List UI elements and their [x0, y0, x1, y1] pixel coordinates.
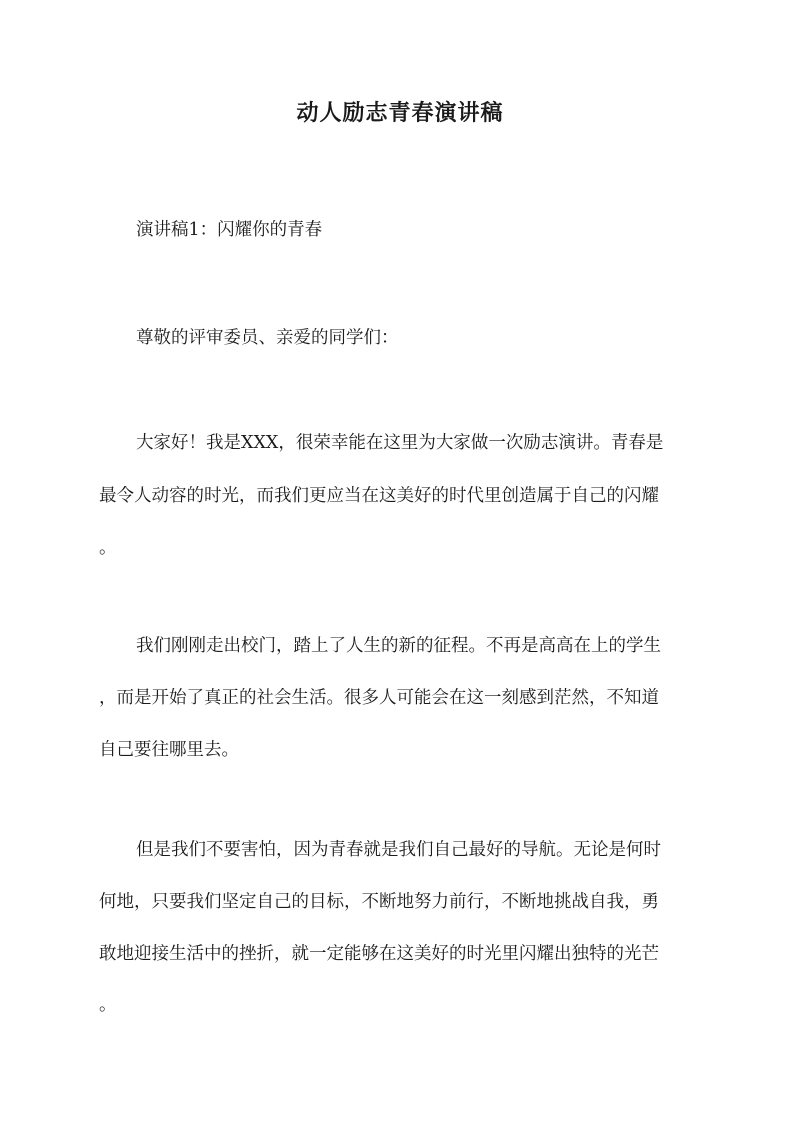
paragraph-line: 何地，只要我们坚定自己的目标，不断地努力前行，不断地挑战自我，勇 [99, 892, 659, 912]
paragraph-line: 。 [99, 995, 117, 1015]
paragraph-line: ，而是开始了真正的社会生活。很多人可能会在这一刻感到茫然，不知道 [99, 688, 659, 708]
salutation: 尊敬的评审委员、亲爱的同学们： [136, 328, 399, 348]
paragraph-line: 但是我们不要害怕，因为青春就是我们自己最好的导航。无论是何时 [136, 840, 661, 860]
document-title: 动人励志青春演讲稿 [296, 100, 504, 126]
paragraph-line: 。 [99, 538, 117, 558]
paragraph-line: 敢地迎接生活中的挫折，就一定能够在这美好的时光里闪耀出独特的光芒 [99, 944, 659, 964]
paragraph-line: 自己要往哪里去。 [99, 740, 239, 760]
paragraph-line: 大家好！我是XXX，很荣幸能在这里为大家做一次励志演讲。青春是 [136, 433, 664, 453]
paragraph-line: 最令人动容的时光，而我们更应当在这美好的时代里创造属于自己的闪耀 [99, 486, 659, 506]
paragraph-line: 我们刚刚走出校门，踏上了人生的新的征程。不再是高高在上的学生 [136, 636, 661, 656]
speech-heading: 演讲稿1：闪耀你的青春 [136, 220, 323, 240]
